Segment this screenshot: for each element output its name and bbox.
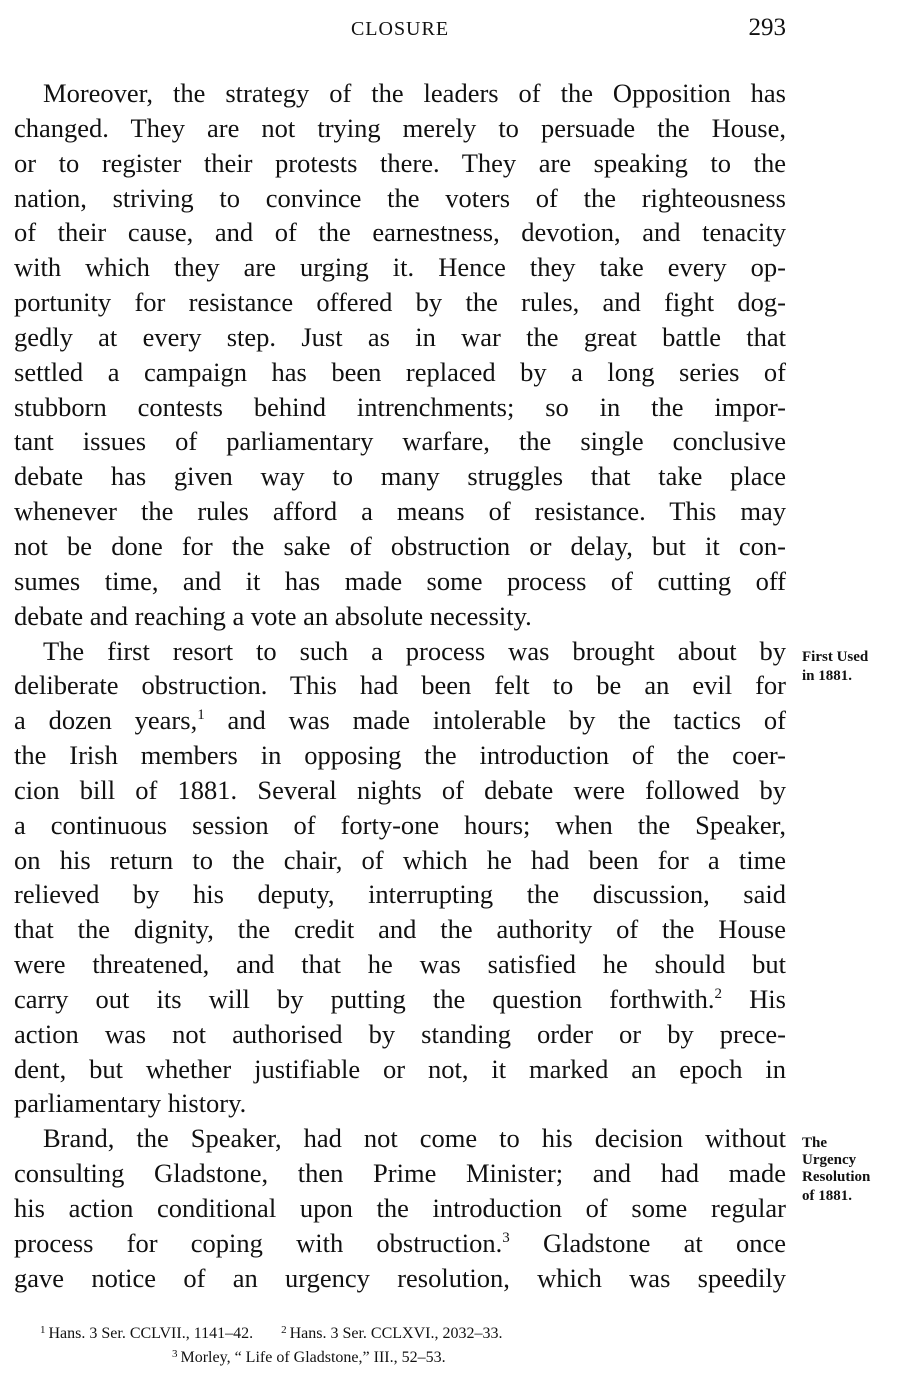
text-run: process for coping with obstruction. xyxy=(14,1227,503,1258)
text-line: stubborn contests behind intrenchments; so in the impor- xyxy=(14,391,786,422)
text-line: gedly at every step. Just as in war the great battle that xyxy=(14,321,786,352)
footnote-number: 1 xyxy=(40,1324,46,1336)
text-line: or to register their protests there. They are speaking to the xyxy=(14,147,786,178)
footnote-number: 3 xyxy=(172,1348,178,1360)
text-line: gave notice of an urgency resolution, which was speedily xyxy=(14,1262,786,1293)
text-line: cion bill of 1881. Several nights of debate were followed by xyxy=(14,774,786,805)
text-run: His xyxy=(722,983,786,1014)
text-line: consulting Gladstone, then Prime Minister; and had made xyxy=(14,1158,786,1189)
text-line: sumes time, and it has made some process of cutting off xyxy=(14,565,786,596)
margin-note-line: of 1881. xyxy=(802,1188,852,1204)
text-line: relieved by his deputy, interrupting the discussion, said xyxy=(14,879,786,910)
margin-note-line: First Used xyxy=(802,649,869,665)
text-line: dent, but whether justifiable or not, it marked an epoch in xyxy=(14,1053,786,1084)
text-line: that the dignity, the credit and the authority of the House xyxy=(14,914,786,945)
text-line: debate and reaching a vote an absolute necessity. xyxy=(14,600,532,631)
page-header xyxy=(14,12,786,48)
footnote-ref: 1 xyxy=(197,707,205,724)
margin-note-first-used xyxy=(802,648,868,686)
text-line: with which they are urging it. Hence they take every op- xyxy=(14,252,786,283)
text-line: Moreover, the strategy of the leaders of the Opposition has xyxy=(43,78,786,108)
text-line: on his return to the chair, of which he had been for a time xyxy=(14,844,786,875)
text-line: tant issues of parliamentary warfare, the single conclusive xyxy=(14,426,786,457)
text-line xyxy=(14,1226,786,1261)
text-line: settled a campaign has been replaced by a long series of xyxy=(14,356,786,387)
footnote-text: Hans. 3 Ser. CCLVII., 1141–42. xyxy=(48,1325,254,1342)
text-line: action was not authorised by standing order or by prece- xyxy=(14,1018,786,1049)
text-line xyxy=(14,703,786,738)
body-text xyxy=(14,76,786,1296)
text-line: nation, striving to convince the voters of the righteousness xyxy=(14,182,786,213)
text-line: parliamentary history. xyxy=(14,1088,247,1119)
footnotes xyxy=(14,1318,786,1366)
margin-note-line: The xyxy=(802,1135,828,1151)
footnote-ref: 3 xyxy=(502,1229,510,1246)
running-head: CLOSURE xyxy=(350,18,450,40)
text-line: debate has given way to many struggles that take place xyxy=(14,461,786,492)
text-line xyxy=(14,982,786,1017)
margin-note-line: Urgency xyxy=(802,1152,857,1168)
text-line: The first resort to such a process was brought about by xyxy=(43,635,786,666)
text-line: not be done for the sake of obstruction or delay, but it con- xyxy=(14,530,786,561)
footnote-row xyxy=(14,1342,786,1366)
text-run: a dozen years, xyxy=(14,705,198,736)
text-line: Brand, the Speaker, had not come to his decision without xyxy=(43,1123,786,1154)
text-line: changed. They are not trying merely to persuade the House, xyxy=(14,112,786,143)
margin-note-urgency-resolution xyxy=(802,1134,870,1206)
text-line: a continuous session of forty-one hours; when the Speaker, xyxy=(14,809,786,840)
footnote-number: 2 xyxy=(281,1324,287,1336)
text-line: portunity for resistance offered by the rules, and fight dog- xyxy=(14,287,786,318)
footnote-text: Morley, “ Life of Gladstone,” III., 52–53. xyxy=(180,1349,446,1366)
text-line: were threatened, and that he was satisfied he should but xyxy=(14,949,786,980)
text-line: his action conditional upon the introduction of some regular xyxy=(14,1193,786,1223)
text-line: the Irish members in opposing the introduction of the coer- xyxy=(14,740,786,771)
footnote-text: Hans. 3 Ser. CCLXVI., 2032–33. xyxy=(289,1325,503,1342)
text-line: of their cause, and of the earnestness, devotion, and tenacity xyxy=(14,217,786,248)
footnote-ref: 2 xyxy=(714,985,723,1002)
text-run: and was made intolerable by the tactics of xyxy=(204,705,786,736)
text-line: deliberate obstruction. This had been felt to be an evil for xyxy=(14,670,786,701)
margin-note-line: in 1881. xyxy=(802,668,853,684)
text-run: carry out its will by putting the question forthwith. xyxy=(14,983,715,1014)
page-number: 293 xyxy=(748,14,786,41)
footnote-row xyxy=(14,1318,786,1342)
margin-note-line: Resolution xyxy=(802,1169,871,1185)
text-run: Gladstone at once xyxy=(509,1227,786,1258)
text-line: whenever the rules afford a means of resistance. This may xyxy=(14,496,786,527)
